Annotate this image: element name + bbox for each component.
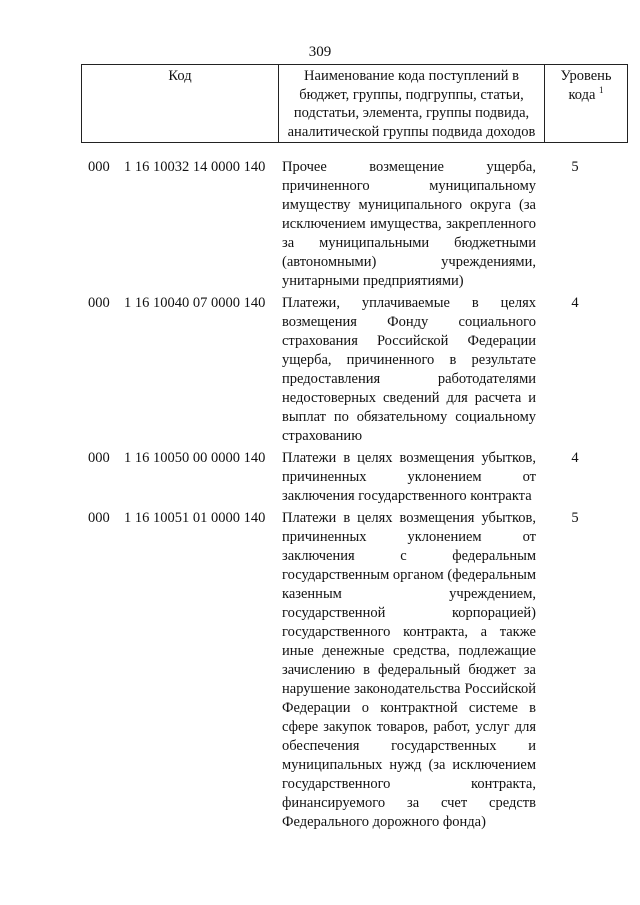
table-row <box>0 294 640 446</box>
page-number: 309 <box>308 44 332 60</box>
row-income-code: 1 16 10040 07 0000 140 <box>124 295 266 311</box>
row-level: 4 <box>571 450 579 466</box>
header-name-label: Наименование кода поступлений в бюджет, группы, подгруппы, статьи, подстатьи, элемента, группы подвида, аналитической группы подвида доходов <box>287 68 536 140</box>
header-level <box>545 65 628 143</box>
table-body <box>0 158 640 832</box>
row-income-code: 1 16 10051 01 0000 140 <box>124 510 266 526</box>
row-admin-code: 000 <box>88 510 110 526</box>
row-level: 5 <box>571 510 579 526</box>
row-income-code: 1 16 10032 14 0000 140 <box>124 159 266 175</box>
header-code <box>82 65 279 143</box>
row-income-code: 1 16 10050 00 0000 140 <box>124 450 266 466</box>
row-name: Прочее возмещение ущерба, причиненного муниципальному имуществу муниципального округа (за исключением имущества, закрепленного за муниципальными бюджетными (автономными) учреждениями, унитарными предприятиями) <box>282 159 536 289</box>
table-row <box>0 158 640 291</box>
table-row <box>0 449 640 506</box>
row-admin-code: 000 <box>88 295 110 311</box>
header-level-footnote: 1 <box>599 84 604 95</box>
table-header <box>81 64 628 143</box>
row-name: Платежи, уплачиваемые в целях возмещения Фонду социального страхования Российской Федерации ущерба, причиненного в результате предоставления работодателями недостоверных сведений для расчета и выплат по обязательному социальному страхованию <box>282 295 536 444</box>
header-level-label: Уровень кода <box>560 68 612 103</box>
header-row <box>82 65 628 143</box>
row-level: 5 <box>571 159 579 175</box>
header-code-label: Код <box>168 68 192 84</box>
row-name: Платежи в целях возмещения убытков, причиненных уклонением от заключения с федеральным государственным органом (федеральным казенным учреждением, государственной корпорацией) государственного контракта, а также иные денежные средства, подлежащие зачислению в федеральный бюджет за нарушение законодательства Российской Федерации о контрактной системе в сфере закупок товаров, работ, услуг для обеспечения государственных и муниципальных нужд (за исключением государственного контракта, финансируемого за счет средств Федерального дорожного фонда) <box>282 510 536 830</box>
header-name <box>279 65 545 143</box>
table-row <box>0 509 640 832</box>
row-admin-code: 000 <box>88 159 110 175</box>
row-name: Платежи в целях возмещения убытков, причиненных уклонением от заключения государственного контракта <box>282 450 536 504</box>
row-level: 4 <box>571 295 579 311</box>
row-admin-code: 000 <box>88 450 110 466</box>
